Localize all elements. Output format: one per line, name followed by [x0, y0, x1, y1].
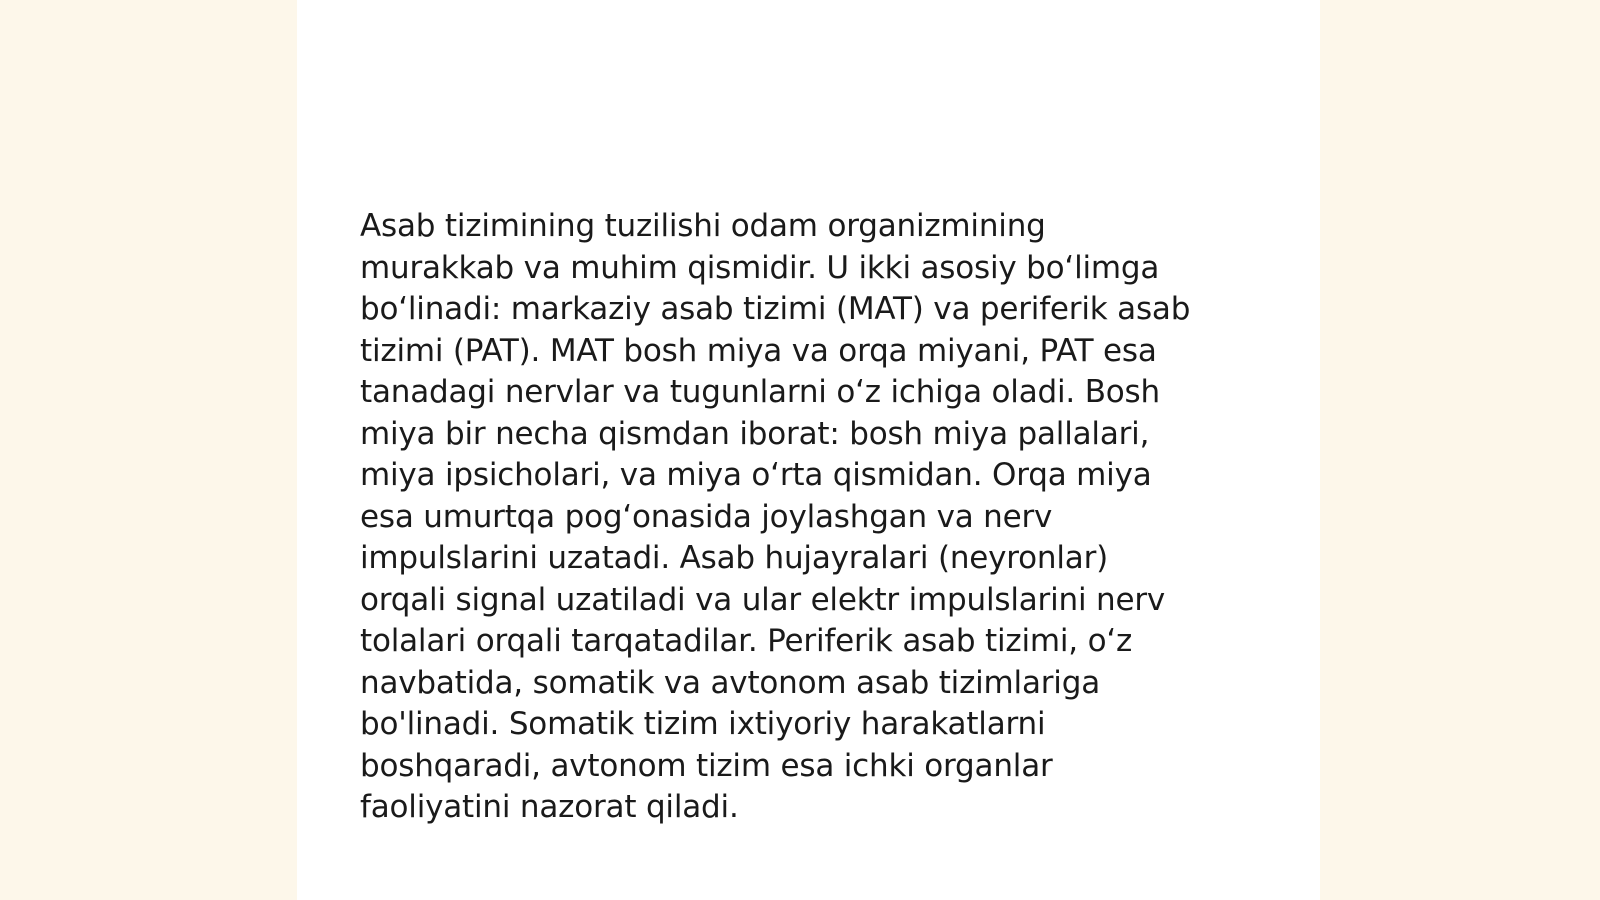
body-paragraph: Asab tizimining tuzilishi odam organizmining murakkab va muhim qismidir. U ikki asosiy boʻlimga boʻlinadi: markaziy asab tizimi (MAT) va periferik asab tizimi (PAT). MAT bosh miya va orqa miyani, PAT esa tanadagi nervlar va tugunlarni oʻz ichiga oladi. Bosh miya bir necha qismdan iborat: bosh miya pallalari, miya ipsicholari, va miya oʻrta qismidan. Orqa miya esa umurtqa pogʻonasida joylashgan va nerv impulslarini uzatadi. Asab hujayralari (neyronlar) orqali signal uzatiladi va ular elektr impulslarini nerv tolalari orqali tarqatadilar. Periferik asab tizimi, oʻz navbatida, somatik va avtonom asab tizimlariga bo'linadi. Somatik tizim ixtiyoriy harakatlarni boshqaradi, avtonom tizim esa ichki organlar faoliyatini nazorat qiladi.	[360, 208, 1191, 825]
